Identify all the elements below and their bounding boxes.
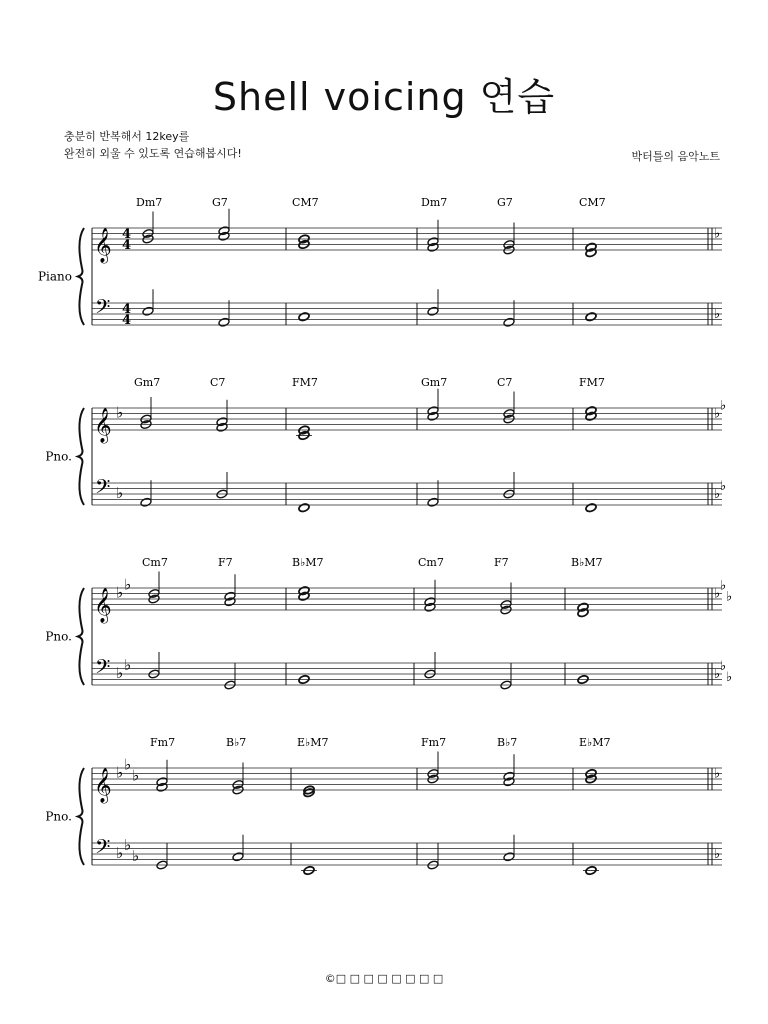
instruction-line-1: 충분히 반복해서 12key를 [64,130,190,143]
key-flat-bass: ♭ [132,846,140,865]
key-flat-treble: ♭ [116,763,124,782]
chord-symbol: E♭M7 [297,736,329,749]
bass-notehead [503,317,515,327]
chord-symbol: B♭M7 [571,556,603,569]
key-flat-treble: ♭ [116,403,124,422]
system-1 [78,209,722,327]
treble-clef-icon: 𝄞 [94,588,112,623]
chord-symbol: CM7 [292,196,319,209]
courtesy-flat-treble: ♭ [714,226,721,242]
key-flat-treble: ♭ [132,766,140,785]
key-flat-treble: ♭ [116,583,124,602]
courtesy-flat-treble: ♭ [720,398,727,414]
bass-clef-icon: 𝄢 [95,475,111,503]
key-flat-bass: ♭ [124,835,132,854]
courtesy-flat-treble: ♭ [714,766,721,782]
courtesy-flat-treble: ♭ [714,406,721,422]
chord-symbol: C7 [497,376,513,389]
time-signature-bottom: 4 [122,238,132,253]
instrument-name: Pno. [45,629,72,644]
chord-symbol: CM7 [579,196,606,209]
key-flat-bass: ♭ [116,844,124,862]
courtesy-flat-bass: ♭ [720,658,727,674]
copyright-footer: ©□ □ □ □ □ □ □ □ [324,972,444,985]
bass-notehead [298,312,310,322]
treble-clef-icon: 𝄞 [94,228,112,263]
chord-symbol: Dm7 [136,196,163,209]
bass-notehead [585,503,597,513]
bass-notehead [427,497,439,507]
chord-symbol: G7 [497,196,513,209]
time-signature-top: 4 [122,302,132,317]
brace [78,588,84,685]
bass-clef-icon: 𝄢 [95,835,111,863]
bass-notehead [298,503,310,513]
time-signature-bottom: 4 [122,313,132,328]
key-flat-bass: ♭ [116,664,124,682]
courtesy-flat-bass: ♭ [720,478,727,494]
chord-symbol: F7 [494,556,509,569]
time-signature-top: 4 [122,227,132,242]
chord-symbol: F7 [218,556,233,569]
chord-symbol: Fm7 [150,736,176,749]
chord-symbol: Cm7 [142,556,168,569]
chord-symbol: Cm7 [418,556,444,569]
courtesy-flat-bass: ♭ [726,669,733,685]
courtesy-flat-bass: ♭ [714,667,721,682]
bass-notehead [232,852,244,862]
chord-symbol: C7 [210,376,226,389]
bass-notehead [140,497,152,507]
courtesy-flat-treble: ♭ [714,586,721,602]
courtesy-flat-treble: ♭ [720,578,727,594]
key-flat-treble: ♭ [124,755,132,774]
chord-symbol: Fm7 [421,736,447,749]
chord-symbol: E♭M7 [579,736,611,749]
chord-symbol: B♭M7 [292,556,324,569]
bass-notehead [427,306,439,316]
courtesy-flat-bass: ♭ [714,847,721,862]
key-flat-bass: ♭ [124,655,132,674]
instrument-name: Pno. [45,809,72,824]
author-credit: 박터틀의 음악노트 [631,150,720,163]
instruction-line-2: 완전히 외울 수 있도록 연습해봅시다! [64,147,242,160]
chord-symbol: G7 [212,196,228,209]
courtesy-flat-bass: ♭ [714,307,721,322]
chord-symbol: Dm7 [421,196,448,209]
chord-symbol: FM7 [579,376,605,389]
bass-notehead [218,317,230,327]
chord-symbol: B♭7 [497,736,518,749]
key-flat-treble: ♭ [124,575,132,594]
system-2 [78,389,722,513]
page-title: Shell voicing 연습 [212,75,556,119]
brace [78,768,84,865]
key-flat-bass: ♭ [116,484,124,502]
bass-notehead [585,312,597,322]
instrument-name: Piano [37,269,72,284]
treble-clef-icon: 𝄞 [94,408,112,443]
chord-symbol: B♭7 [226,736,247,749]
treble-clef-icon: 𝄞 [94,768,112,803]
chord-symbol: Gm7 [134,376,161,389]
chord-symbol: Gm7 [421,376,448,389]
courtesy-flat-bass: ♭ [714,487,721,502]
brace [78,228,84,325]
bass-clef-icon: 𝄢 [95,655,111,683]
chord-symbol: FM7 [292,376,318,389]
bass-clef-icon: 𝄢 [95,295,111,323]
bass-notehead [142,306,154,316]
system-3 [78,572,722,690]
brace [78,408,84,505]
courtesy-flat-treble: ♭ [726,589,733,605]
bass-notehead [503,852,515,862]
system-4 [78,752,722,876]
instrument-name: Pno. [45,449,72,464]
